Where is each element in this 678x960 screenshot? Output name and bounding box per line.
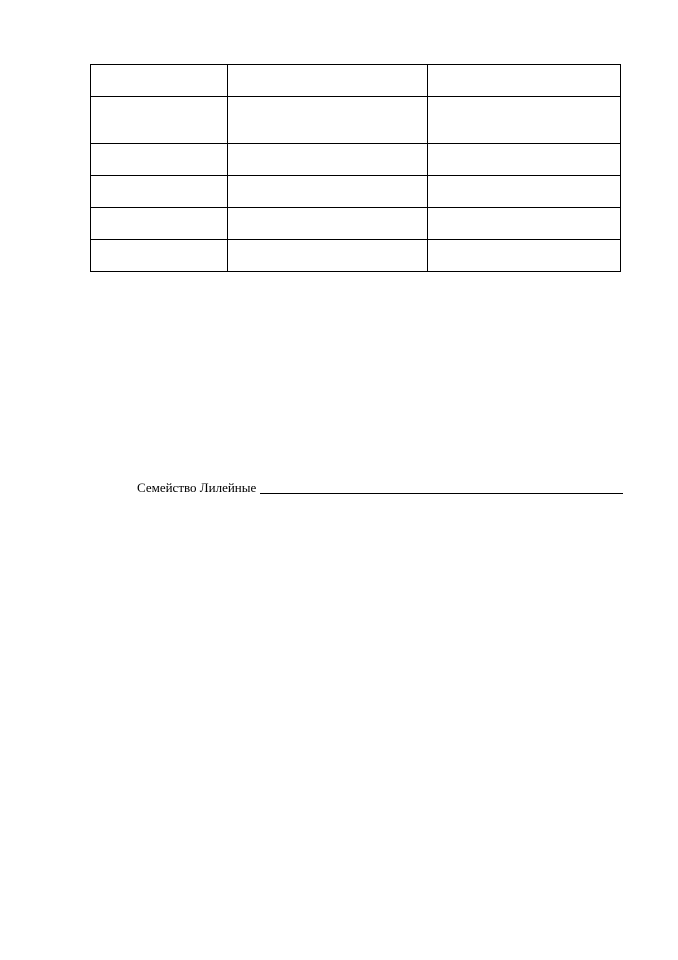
table-cell — [228, 176, 428, 208]
table-cell — [91, 97, 228, 144]
table-row — [91, 144, 621, 176]
table-cell — [91, 144, 228, 176]
table-cell — [91, 65, 228, 97]
table-cell — [91, 176, 228, 208]
table-cell — [228, 97, 428, 144]
table-cell — [228, 208, 428, 240]
table-cell — [228, 240, 428, 272]
table-cell — [428, 176, 621, 208]
table-row — [91, 208, 621, 240]
table-row — [91, 97, 621, 144]
table-cell — [428, 208, 621, 240]
blank-underline — [260, 481, 623, 494]
family-answer-line — [137, 480, 623, 496]
family-label: Семейство Лилейные — [137, 480, 257, 495]
table-cell — [428, 240, 621, 272]
table-cell — [428, 97, 621, 144]
table-row — [91, 65, 621, 97]
table-row — [91, 240, 621, 272]
table-cell — [228, 144, 428, 176]
table-row — [91, 176, 621, 208]
table-cell — [428, 65, 621, 97]
table-cell — [91, 208, 228, 240]
table-cell — [428, 144, 621, 176]
table-cell — [91, 240, 228, 272]
table-cell — [228, 65, 428, 97]
blank-table — [90, 64, 621, 272]
